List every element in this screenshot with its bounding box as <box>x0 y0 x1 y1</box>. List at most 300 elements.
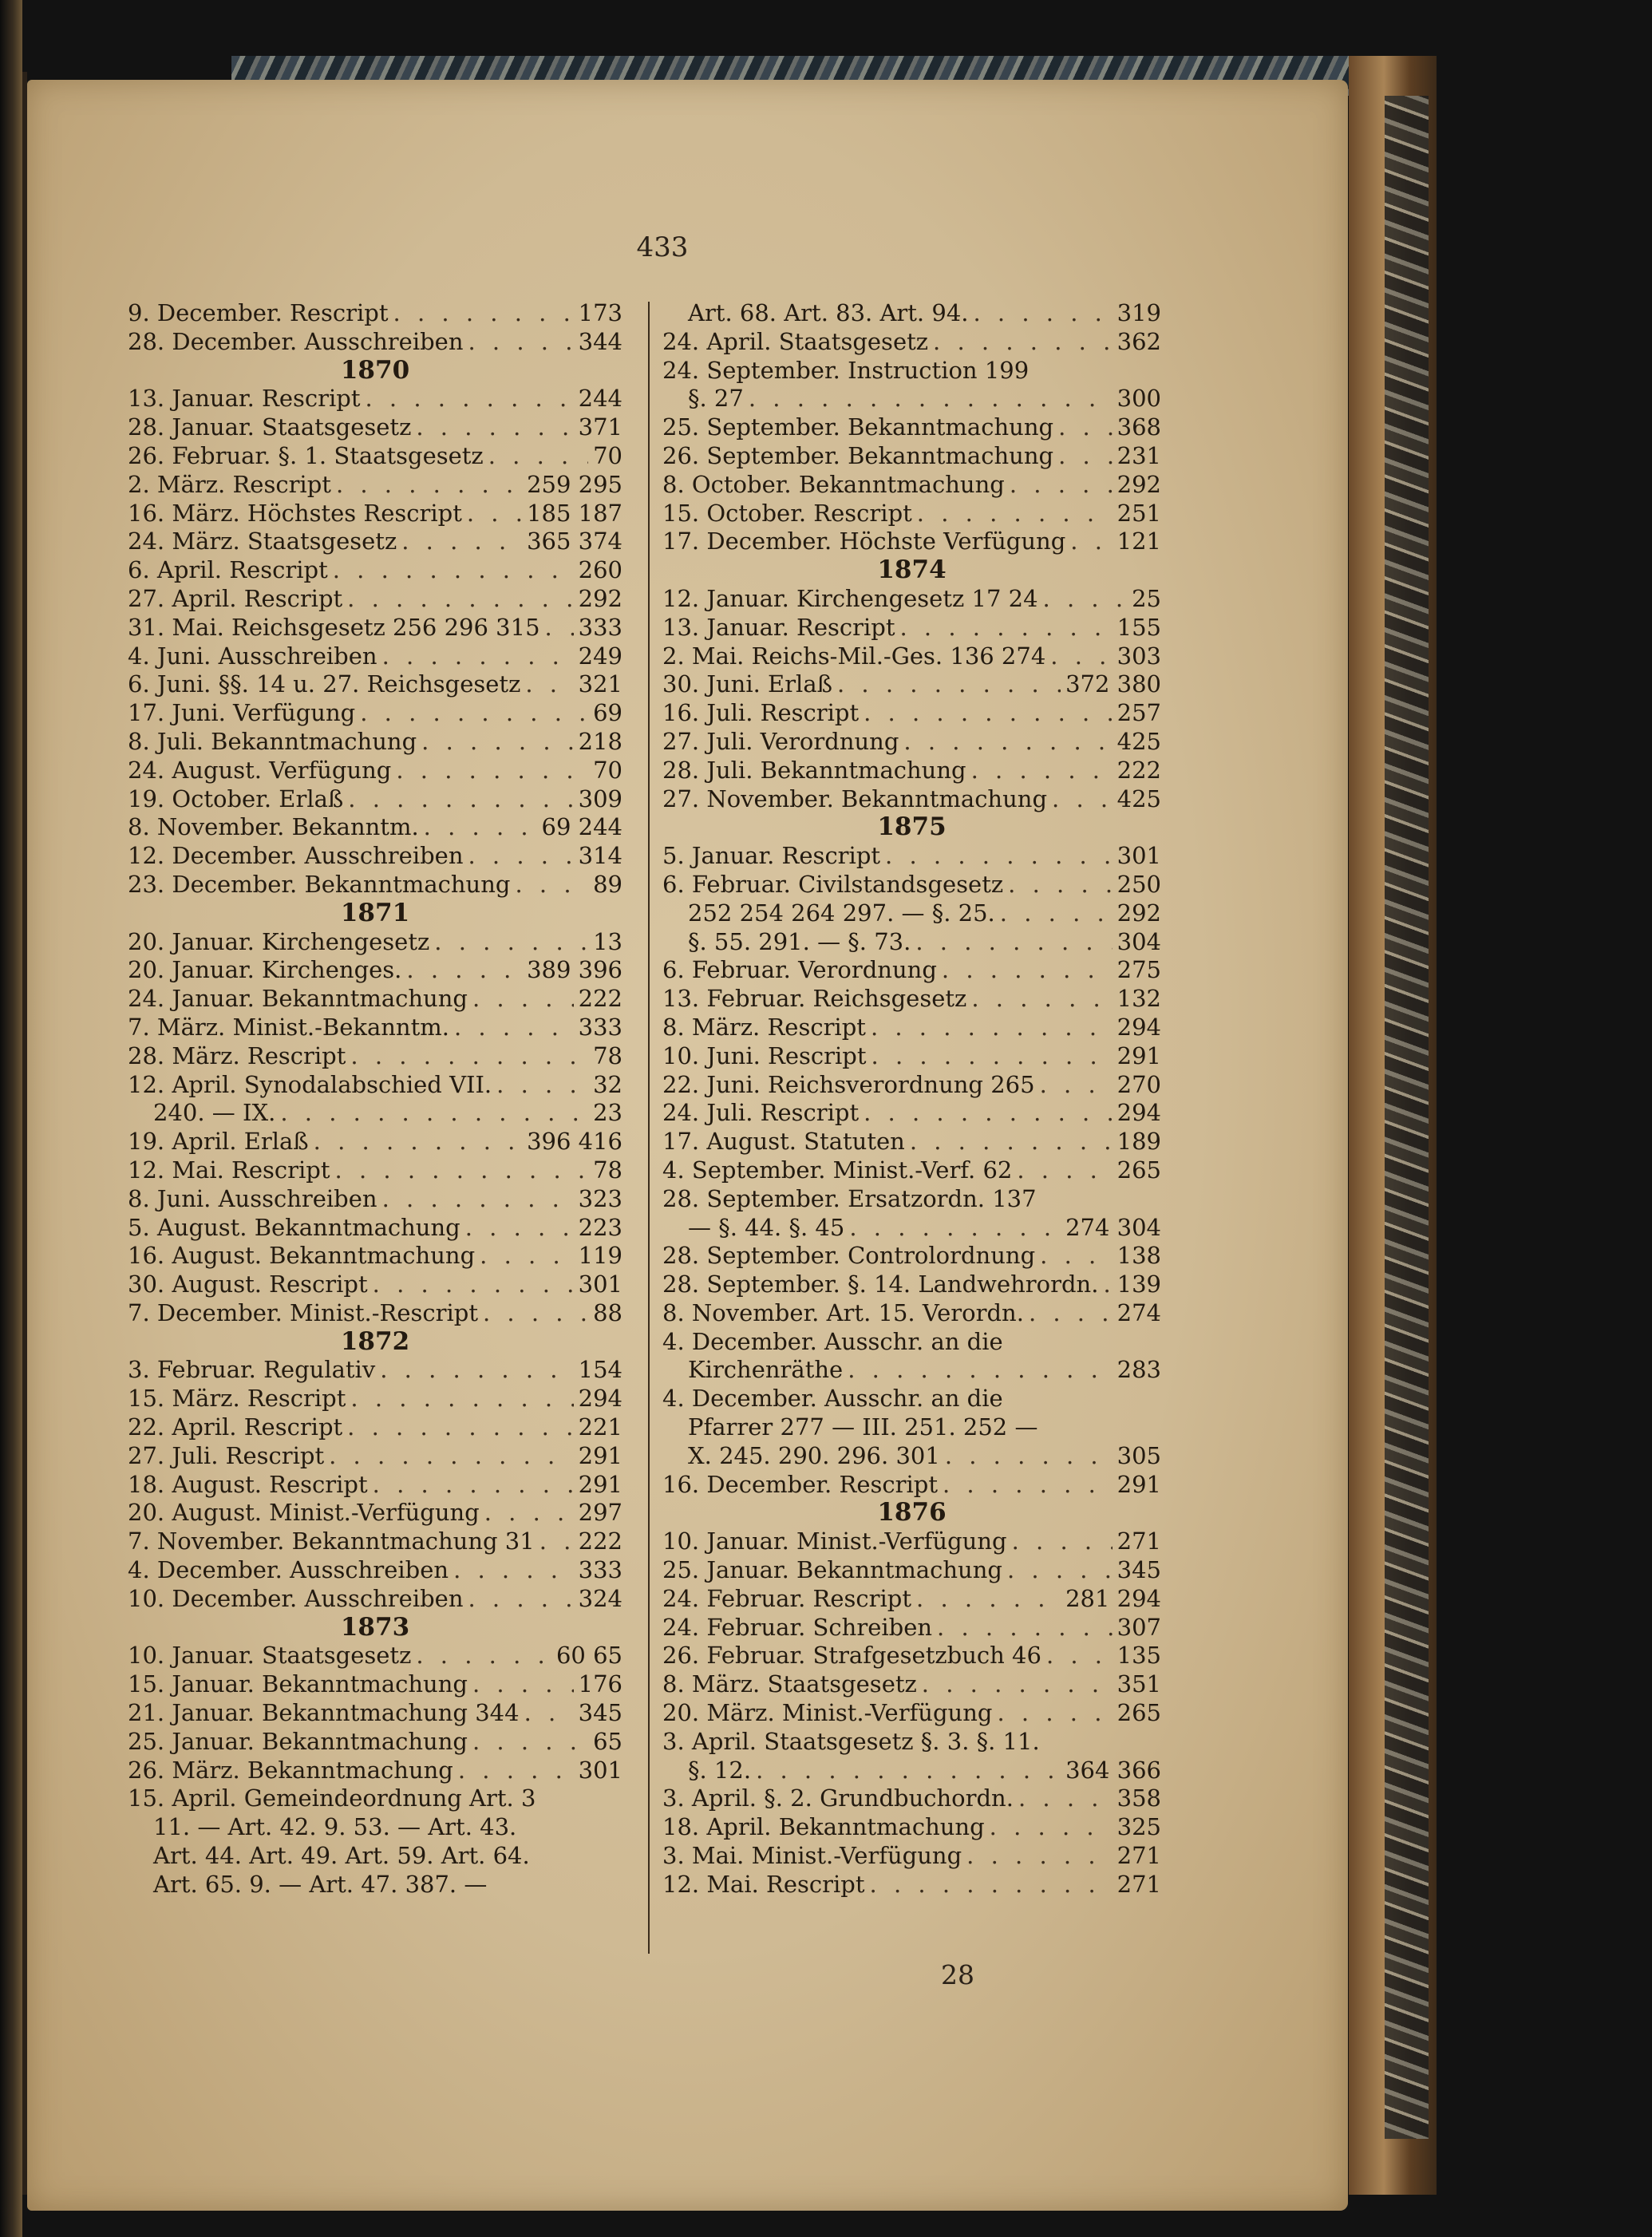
leader-dots <box>347 585 573 614</box>
entry-pages: 345 <box>578 1699 622 1727</box>
entry-text: 4. September. Minist.-Verf. 62 <box>662 1156 1013 1184</box>
entry-text: 20. Januar. Kirchenges. <box>128 956 402 984</box>
index-entry <box>662 528 1161 556</box>
leader-dots <box>916 1585 1061 1614</box>
entry-text: 10. Januar. Minist.-Verfügung <box>662 1528 1007 1555</box>
entry-text: 5. Januar. Rescript <box>662 842 881 870</box>
leader-dots <box>468 1585 574 1614</box>
leader-dots <box>472 1728 588 1757</box>
leader-dots <box>966 1842 1112 1871</box>
index-entry <box>662 585 1161 614</box>
entry-text: 3. April. §. 2. Grundbuchordn. <box>662 1784 1014 1812</box>
leader-dots <box>496 1071 588 1100</box>
leader-dots <box>1029 1299 1113 1328</box>
index-entry <box>128 471 622 500</box>
entry-text: 17. December. Höchste Verfügung <box>662 528 1066 555</box>
index-entry-continuation <box>662 299 1161 328</box>
entry-text: 22. Juni. Reichsverordnung 265 <box>662 1070 1035 1098</box>
index-entry <box>662 442 1161 471</box>
entry-text: 24. Juli. Rescript <box>662 1099 860 1127</box>
leader-dots <box>1017 1156 1112 1185</box>
entry-text: 16. Juli. Rescript <box>662 699 860 727</box>
index-entry <box>662 1784 1161 1813</box>
entry-pages: 344 <box>578 327 622 355</box>
index-entry <box>662 1670 1161 1699</box>
index-entry <box>662 357 1161 385</box>
entry-text: 12. Mai. Rescript <box>662 1870 865 1898</box>
entry-text: 8. November. Bekanntm. <box>128 813 419 841</box>
index-entry-continuation <box>662 1757 1161 1785</box>
leader-dots <box>922 1670 1113 1699</box>
entry-text: 25. Januar. Bekanntmachung <box>128 1727 468 1755</box>
index-entry <box>128 928 622 957</box>
leader-dots <box>280 1099 588 1128</box>
entry-text: 8. März. Rescript <box>662 1013 866 1041</box>
index-entry <box>662 1328 1161 1357</box>
leader-dots <box>333 556 574 585</box>
index-entry-continuation <box>662 1442 1161 1471</box>
entry-text: 8. Juni. Ausschreiben <box>128 1184 377 1212</box>
index-entry <box>662 757 1161 785</box>
entry-text: 240. — IX. <box>153 1099 276 1127</box>
leader-dots <box>424 813 537 842</box>
entry-text: 24. Februar. Rescript <box>662 1584 912 1612</box>
index-entry <box>128 642 622 671</box>
leader-dots <box>515 871 588 899</box>
leader-dots <box>870 1871 1113 1899</box>
entry-pages: 271 <box>1116 1528 1161 1555</box>
marbled-cover-right <box>1385 96 1429 2139</box>
leader-dots <box>900 614 1113 642</box>
leader-dots <box>910 1128 1113 1156</box>
entry-text: 19. October. Erlaß <box>128 785 344 812</box>
entry-text: 3. Februar. Regulativ <box>128 1356 376 1384</box>
leader-dots <box>1018 1784 1113 1813</box>
entry-text: 23. December. Bekanntmachung <box>128 870 511 898</box>
index-column-right <box>662 299 1161 1899</box>
index-entry <box>128 1156 622 1185</box>
entry-pages: 314 <box>578 842 622 870</box>
leader-dots <box>484 1499 574 1528</box>
entry-text: X. 245. 290. 296. 301 <box>688 1441 940 1469</box>
entry-pages: 65 <box>593 1727 622 1755</box>
index-entry-continuation <box>128 1099 622 1128</box>
index-entry <box>662 1156 1161 1185</box>
entry-text: 18. August. Rescript <box>128 1470 368 1498</box>
index-entry <box>128 528 622 556</box>
index-entry <box>128 442 622 471</box>
entry-text: 7. December. Minist.-Rescript <box>128 1298 478 1326</box>
leader-dots <box>849 1214 1061 1243</box>
leader-dots <box>335 1156 589 1185</box>
entry-pages: 271 <box>1116 1842 1161 1870</box>
entry-text: 24. September. Instruction 199 <box>662 356 1030 384</box>
index-entry <box>128 757 622 785</box>
leader-dots <box>373 1271 574 1299</box>
entry-text: 3. Mai. Minist.-Verfügung <box>662 1842 962 1870</box>
entry-text: §. 55. 291. — §. 73. <box>688 927 911 955</box>
index-entry <box>662 728 1161 757</box>
leader-dots <box>350 1042 588 1071</box>
index-entry-continuation <box>662 1214 1161 1243</box>
leader-dots <box>366 385 574 413</box>
entry-text: 9. December. Rescript <box>128 299 389 326</box>
leader-dots <box>1007 1556 1113 1585</box>
index-column-left <box>128 299 622 1899</box>
entry-text: 16. December. Rescript <box>662 1470 938 1498</box>
entry-text: 7. November. Bekanntmachung 31 <box>128 1528 535 1555</box>
index-entry <box>662 1556 1161 1585</box>
index-entry <box>662 1699 1161 1728</box>
entry-text: 7. März. Minist.-Bekanntm. <box>128 1013 449 1041</box>
leader-dots <box>1070 528 1112 556</box>
entry-pages: 32 <box>593 1070 622 1098</box>
entry-text: 24. Februar. Schreiben <box>662 1613 933 1641</box>
entry-pages: 218 <box>578 727 622 755</box>
entry-pages: 301 <box>1116 842 1161 870</box>
leader-dots <box>848 1356 1112 1385</box>
entry-pages: 25 <box>1132 584 1161 612</box>
entry-pages: 265 <box>1116 1699 1161 1727</box>
index-entry <box>128 614 622 642</box>
signature-mark: 28 <box>941 1959 974 1990</box>
entry-text: 24. April. Staatsgesetz <box>662 327 929 355</box>
leader-dots <box>454 1014 574 1042</box>
entry-pages: 173 <box>578 299 622 326</box>
entry-text: 10. December. Ausschreiben <box>128 1584 464 1612</box>
entry-pages: 274 <box>1116 1298 1161 1326</box>
index-entry <box>128 842 622 871</box>
leader-dots <box>943 1471 1113 1500</box>
leader-dots <box>1040 1071 1113 1100</box>
entry-text: 15. März. Rescript <box>128 1385 346 1413</box>
entry-text: 13. Februar. Reichsgesetz <box>662 985 967 1013</box>
entry-text: 27. November. Bekanntmachung <box>662 785 1048 812</box>
entry-pages: 275 <box>1116 956 1161 984</box>
entry-text: 4. December. Ausschr. an die <box>662 1385 1003 1413</box>
leader-dots <box>525 670 573 699</box>
index-entry-continuation <box>128 1813 622 1842</box>
entry-pages: 351 <box>1116 1670 1161 1698</box>
entry-pages: 155 <box>1116 613 1161 641</box>
entry-pages: 358 <box>1116 1784 1161 1812</box>
entry-text: 20. Januar. Kirchengesetz <box>128 927 430 955</box>
index-entry <box>662 1385 1161 1413</box>
entry-pages: 70 <box>593 756 622 784</box>
entry-text: Art. 68. Art. 83. Art. 94. <box>688 299 969 326</box>
index-entry <box>662 785 1161 814</box>
entry-text: 2. Mai. Reichs-Mil.-Ges. 136 274 <box>662 642 1046 670</box>
leader-dots <box>749 385 1113 413</box>
index-entry <box>662 1242 1161 1271</box>
leader-dots <box>1040 1242 1112 1271</box>
entry-pages: 396 416 <box>527 1128 622 1156</box>
leader-dots <box>382 1185 574 1214</box>
entry-text: 15. October. Rescript <box>662 499 912 527</box>
index-entry-continuation <box>662 1356 1161 1385</box>
index-entry <box>662 1042 1161 1071</box>
entry-text: 24. März. Staatsgesetz <box>128 528 397 555</box>
entry-pages: 297 <box>578 1499 622 1527</box>
leader-dots <box>472 1670 574 1699</box>
index-entry <box>128 1014 622 1042</box>
entry-pages: 189 <box>1116 1128 1161 1156</box>
leader-dots <box>942 956 1113 985</box>
leader-dots <box>347 1413 573 1442</box>
leader-dots <box>997 1699 1112 1728</box>
entry-text: Art. 65. 9. — Art. 47. 387. — <box>153 1870 488 1898</box>
entry-text: 8. November. Art. 15. Verordn. <box>662 1298 1024 1326</box>
leader-dots <box>1050 642 1112 671</box>
index-entry <box>128 1356 622 1385</box>
leader-dots <box>480 1242 573 1271</box>
index-entry <box>128 1128 622 1156</box>
index-entry-continuation <box>662 899 1161 928</box>
entry-text: 6. April. Rescript <box>128 556 328 584</box>
entry-text: 24. Januar. Bekanntmachung <box>128 985 468 1013</box>
entry-pages: 60 65 <box>555 1642 622 1670</box>
leader-dots <box>1043 585 1128 614</box>
entry-text: 10. Juni. Rescript <box>662 1041 867 1069</box>
entry-text: 4. December. Ausschreiben <box>128 1556 449 1584</box>
leader-dots <box>945 1442 1113 1471</box>
entry-text: 6. Februar. Civilstandsgesetz <box>662 870 1004 898</box>
leader-dots <box>336 471 522 500</box>
entry-pages: 362 <box>1116 327 1161 355</box>
entry-text: 19. April. Erlaß <box>128 1128 309 1156</box>
column-divider <box>648 302 650 1954</box>
index-entry <box>662 1071 1161 1100</box>
leader-dots <box>1000 899 1113 928</box>
index-entry <box>662 1471 1161 1500</box>
entry-text: 3. April. Staatsgesetz §. 3. §. 11. <box>662 1727 1040 1755</box>
leader-dots <box>545 614 574 642</box>
entry-text: 26. Februar. Strafgesetzbuch 46 <box>662 1642 1041 1670</box>
index-entry <box>662 614 1161 642</box>
index-entry <box>128 1385 622 1413</box>
index-entry <box>662 1871 1161 1899</box>
leader-dots <box>864 699 1113 728</box>
entry-text: 22. April. Rescript <box>128 1413 343 1441</box>
leader-dots <box>314 1128 522 1156</box>
entry-pages: 259 295 <box>527 470 622 498</box>
entry-pages: 294 <box>578 1385 622 1413</box>
leader-dots <box>416 1642 551 1670</box>
entry-pages: 323 <box>578 1184 622 1212</box>
entry-text: Art. 44. Art. 49. Art. 59. Art. 64. <box>153 1842 530 1870</box>
entry-pages: 89 <box>593 870 622 898</box>
entry-text: 11. — Art. 42. 9. 53. — Art. 43. <box>153 1813 517 1841</box>
entry-pages: 372 380 <box>1065 670 1161 698</box>
leader-dots <box>350 1385 573 1413</box>
index-entry <box>128 1499 622 1528</box>
leader-dots <box>756 1757 1061 1785</box>
entry-pages: 300 <box>1116 385 1161 413</box>
entry-text: 5. August. Bekanntmachung <box>128 1213 460 1241</box>
entry-pages: 291 <box>1116 1041 1161 1069</box>
index-entry <box>128 328 622 357</box>
entry-text: 26. März. Bekanntmachung <box>128 1756 453 1784</box>
entry-text: 25. Januar. Bekanntmachung <box>662 1556 1002 1584</box>
entry-pages: 333 <box>578 1556 622 1584</box>
entry-pages: 325 <box>1116 1813 1161 1841</box>
entry-pages: 301 <box>578 1756 622 1784</box>
index-entry <box>128 385 622 413</box>
leader-dots <box>933 328 1113 357</box>
entry-pages: 389 396 <box>527 956 622 984</box>
entry-pages: 291 <box>578 1470 622 1498</box>
entry-pages: 222 <box>578 985 622 1013</box>
index-entry <box>662 956 1161 985</box>
entry-pages: 244 <box>578 385 622 413</box>
leader-dots <box>1008 871 1112 899</box>
entry-text: 12. April. Synodalabschied VII. <box>128 1070 492 1098</box>
entry-pages: 321 <box>578 670 622 698</box>
index-entry <box>128 413 622 442</box>
entry-text: 15. Januar. Bekanntmachung <box>128 1670 468 1698</box>
entry-text: 26. Februar. §. 1. Staatsgesetz <box>128 441 484 469</box>
leader-dots <box>871 1014 1113 1042</box>
entry-pages: 292 <box>1116 899 1161 927</box>
entry-pages: 154 <box>578 1356 622 1384</box>
leader-dots <box>360 699 588 728</box>
entry-text: 6. Juni. §§. 14 u. 27. Reichsgesetz <box>128 670 521 698</box>
entry-text: 15. April. Gemeindeordnung Art. 3 <box>128 1784 536 1812</box>
entry-pages: 13 <box>593 927 622 955</box>
entry-text: 6. Februar. Verordnung <box>662 956 937 984</box>
index-entry <box>128 1042 622 1071</box>
book-left-edge <box>0 0 22 2237</box>
entry-pages: 265 <box>1116 1156 1161 1184</box>
index-entry <box>128 299 622 328</box>
entry-pages: 425 <box>1116 727 1161 755</box>
entry-text: 20. August. Minist.-Verfügung <box>128 1499 480 1527</box>
index-entry <box>662 471 1161 500</box>
year-heading: 1870 <box>340 355 410 385</box>
entry-text: 25. September. Bekanntmachung <box>662 413 1054 441</box>
entry-pages: 364 366 <box>1065 1756 1161 1784</box>
entry-pages: 139 <box>1116 1271 1161 1298</box>
entry-text: 12. Mai. Rescript <box>128 1156 330 1184</box>
leader-dots <box>453 1556 574 1585</box>
entry-text: Pfarrer 277 — III. 251. 252 — <box>688 1413 1038 1441</box>
index-entry <box>662 1299 1161 1328</box>
leader-dots <box>472 985 574 1014</box>
entry-text: 8. März. Staatsgesetz <box>662 1670 917 1698</box>
entry-pages: 78 <box>593 1041 622 1069</box>
entry-pages: 345 <box>1116 1556 1161 1584</box>
index-entry <box>128 1556 622 1585</box>
leader-dots <box>468 328 574 357</box>
entry-pages: 135 <box>1116 1642 1161 1670</box>
entry-text: 4. Juni. Ausschreiben <box>128 642 377 670</box>
leader-dots <box>1010 471 1113 500</box>
entry-pages: 132 <box>1116 985 1161 1013</box>
entry-pages: 23 <box>593 1099 622 1127</box>
entry-text: 28. September. Controlordnung <box>662 1242 1036 1270</box>
year-heading: 1875 <box>877 812 947 842</box>
entry-text: 28. September. §. 14. Landwehrordn. <box>662 1271 1099 1298</box>
index-entry-continuation <box>128 1871 622 1899</box>
index-entry <box>662 699 1161 728</box>
leader-dots <box>406 956 522 985</box>
leader-dots <box>488 442 588 471</box>
entry-pages: 270 <box>1116 1070 1161 1098</box>
leader-dots <box>421 728 573 757</box>
index-entry <box>662 842 1161 871</box>
entry-pages: 303 <box>1116 642 1161 670</box>
leader-dots <box>1012 1528 1113 1556</box>
leader-dots <box>990 1813 1113 1842</box>
leader-dots <box>483 1299 588 1328</box>
entry-pages: 319 <box>1116 299 1161 326</box>
index-entry <box>662 1842 1161 1871</box>
index-entry <box>662 328 1161 357</box>
index-entry <box>128 1071 622 1100</box>
entry-pages: 260 <box>578 556 622 584</box>
index-entry <box>662 985 1161 1014</box>
leader-dots <box>837 670 1061 699</box>
index-entry <box>128 1757 622 1785</box>
entry-pages: 138 <box>1116 1242 1161 1270</box>
entry-pages: 250 <box>1116 870 1161 898</box>
index-entry <box>128 1185 622 1214</box>
entry-text: 28. März. Rescript <box>128 1041 346 1069</box>
index-entry <box>128 1528 622 1556</box>
entry-text: 31. Mai. Reichsgesetz 256 296 315 <box>128 613 540 641</box>
entry-pages: 221 <box>578 1413 622 1441</box>
entry-text: 252 254 264 297. — §. 25. <box>688 899 995 927</box>
entry-pages: 291 <box>1116 1470 1161 1498</box>
index-entry <box>128 585 622 614</box>
leader-dots <box>539 1528 574 1556</box>
entry-pages: 281 294 <box>1065 1584 1161 1612</box>
leader-dots <box>1103 1271 1112 1299</box>
index-entry <box>662 1185 1161 1214</box>
index-entry <box>662 1642 1161 1670</box>
entry-pages: 324 <box>578 1584 622 1612</box>
entry-pages: 292 <box>578 584 622 612</box>
index-entry <box>128 1442 622 1471</box>
leader-dots <box>937 1614 1113 1642</box>
leader-dots <box>458 1757 574 1785</box>
leader-dots <box>416 413 573 442</box>
index-entry-continuation <box>128 1842 622 1871</box>
index-entry <box>128 1413 622 1442</box>
leader-dots <box>468 842 574 871</box>
entry-text: 16. März. Höchstes Rescript <box>128 499 462 527</box>
index-entry <box>662 1585 1161 1614</box>
entry-pages: 307 <box>1116 1613 1161 1641</box>
leader-dots <box>467 500 522 528</box>
leader-dots <box>393 299 574 328</box>
entry-text: 20. März. Minist.-Verfügung <box>662 1699 993 1727</box>
leader-dots <box>973 299 1112 328</box>
leader-dots <box>465 1214 574 1243</box>
entry-pages: 88 <box>593 1298 622 1326</box>
entry-pages: 271 <box>1116 1870 1161 1898</box>
leader-dots <box>864 1099 1113 1128</box>
entry-text: 18. April. Bekanntmachung <box>662 1813 985 1841</box>
entry-text: 24. August. Verfügung <box>128 756 392 784</box>
entry-text: Kirchenräthe <box>688 1356 844 1384</box>
index-entry <box>662 1271 1161 1299</box>
entry-pages: 309 <box>578 785 622 812</box>
page-number: 433 <box>636 231 689 263</box>
year-heading: 1871 <box>340 898 410 927</box>
index-entry <box>662 642 1161 671</box>
index-entry-continuation <box>662 928 1161 957</box>
